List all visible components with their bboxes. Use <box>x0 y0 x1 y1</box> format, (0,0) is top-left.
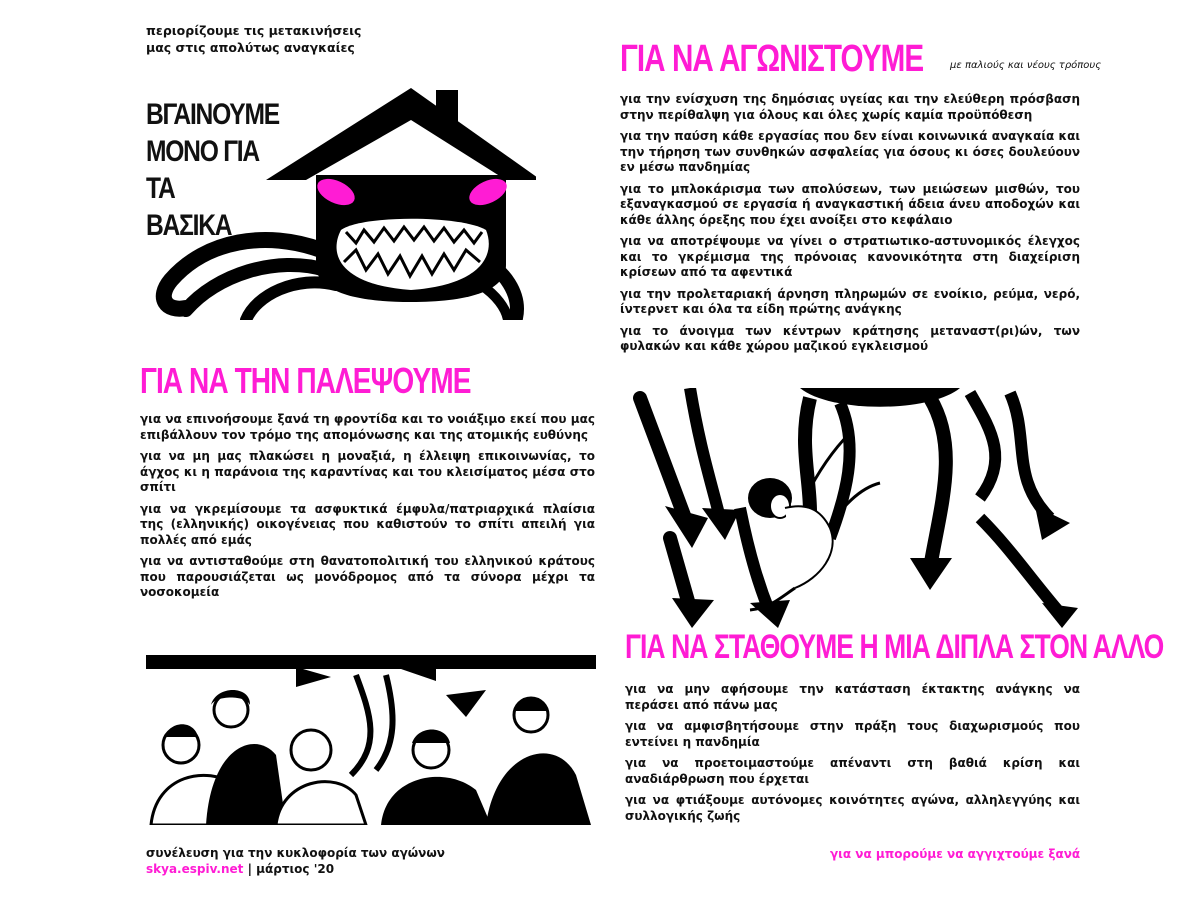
tentacles-dancer-illustration <box>630 388 1080 628</box>
section2-heading: ΓΙΑ ΝΑ ΤΗΝ ΠΑΛΕΨΟΥΜΕ <box>140 360 471 401</box>
headline-line-3: ΒΑΣΙΚΑ <box>146 209 232 242</box>
footer-separator: | <box>243 862 257 876</box>
section1-list <box>620 92 1080 361</box>
website-link[interactable]: skya.espiv.net <box>146 862 244 876</box>
section2-item: για να γκρεμίσουμε τα ασφυκτικά έμφυλα/πατριαρχικά πλαίσια της (ελληνικής) οικογένειας που καθιστούν το σπίτι απειλή για πολλές από εμάς <box>140 501 595 547</box>
section3-heading: ΓΙΑ ΝΑ ΣΤΑΘΟΥΜΕ Η ΜΙΑ ΔΙΠΛΑ ΣΤΟΝ ΑΛΛΟ <box>625 628 1164 666</box>
section2-list <box>140 412 595 607</box>
section1-item: για την παύση κάθε εργασίας που δεν είναι κοινωνικά αναγκαία και την τήρηση των συνθηκών ασφαλείας για όσους κι όσες δουλεύουν εν μέσω πανδημίας <box>620 129 1080 174</box>
footer-meta <box>146 861 466 877</box>
section3-item: για να προετοιμαστούμε απέναντι στη βαθιά κρίση και αναδιάρθρωση που έρχεται <box>625 756 1080 786</box>
section1-item: για το μπλοκάρισμα των απολύσεων, των μειώσεων μισθών, του εξαναγκασμού σε εργασία ή αναγκαστική άδεια άνευ αποδοχών και κάθε άλλης όρεξης που έχει ανοίξει στο κεφάλαιο <box>620 181 1080 227</box>
section3-item: για να μην αφήσουμε την κατάσταση έκτακτης ανάγκης να περάσει από πάνω μας <box>625 682 1080 712</box>
section1-item: για το άνοιγμα των κέντρων κράτησης μεταναστ(ρι)ών, των φυλακών και κάθε χώρου μαζικού εγκλεισμού <box>620 323 1080 353</box>
headline-line-2: ΜΟΝΟ ΓΙΑ ΤΑ <box>146 135 259 205</box>
section3-item: για να φτιάξουμε αυτόνομες κοινότητες αγώνα, αλληλεγγύης και συλλογικής ζωής <box>625 793 1080 823</box>
headline-line-1: ΒΓΑΙΝΟΥΜΕ <box>146 98 279 131</box>
footer-date: μάρτιος '20 <box>256 862 335 876</box>
section3-item: για να αμφισβητήσουμε στην πράξη τους διαχωρισμούς που εντείνει η πανδημία <box>625 719 1080 749</box>
assembly-name: συνέλευση για την κυκλοφορία των αγώνων <box>146 846 445 860</box>
section2-item: για να μη μας πλακώσει η μοναξιά, η έλλειψη επικοινωνίας, το άγχος κι η παράνοια της καραντίνας και του κλεισίματος μέσα στο σπίτι <box>140 449 595 494</box>
house-monster-illustration <box>146 80 536 320</box>
section1-heading: ΓΙΑ ΝΑ ΑΓΩΝΙΣΤΟΥΜΕ <box>620 38 924 80</box>
section2-item: για να επινοήσουμε ξανά τη φροντίδα και το νοιάξιμο εκεί που μας επιβάλλουν τον τρόμο της απομόνωσης και της ατομικής ευθύνης <box>140 412 595 442</box>
section1-item: για την ενίσχυση της δημόσιας υγείας και την ελεύθερη πρόσβαση στην περίθαλψη για όλους και όλες χωρίς καμία προϋπόθεση <box>620 92 1080 122</box>
section1-item: για την προλεταριακή άρνηση πληρωμών σε ενοίκιο, ρεύμα, νερό, ίντερνετ και όλα τα είδη πρώτης ανάγκης <box>620 286 1080 316</box>
crowd-illustration <box>146 655 596 825</box>
section1-subnote: με παλιούς και νέους τρόπους <box>950 60 1102 71</box>
footer-slogan: για να μπορούμε να αγγιχτούμε ξανά <box>830 847 1081 861</box>
section1-item: για να αποτρέψουμε να γίνει ο στρατιωτικο-αστυνομικός έλεγχος και το γκρέμισμα της πρόνοιας κανονικότητα στη διαχείριση κρίσεων από τα αφεντικά <box>620 234 1080 279</box>
section3-list <box>625 682 1080 830</box>
section2-item: για να αντισταθούμε στη θανατοπολιτική του ελληνικού κράτους που παρουσιάζεται ως μονόδρομος από τα σύνορα μέχρι τα νοσοκομεία <box>140 554 595 599</box>
intro-note: περιορίζουμε τις μετακινήσεις μας στις απολύτως αναγκαίες <box>146 23 362 55</box>
footer-credits <box>146 845 466 877</box>
